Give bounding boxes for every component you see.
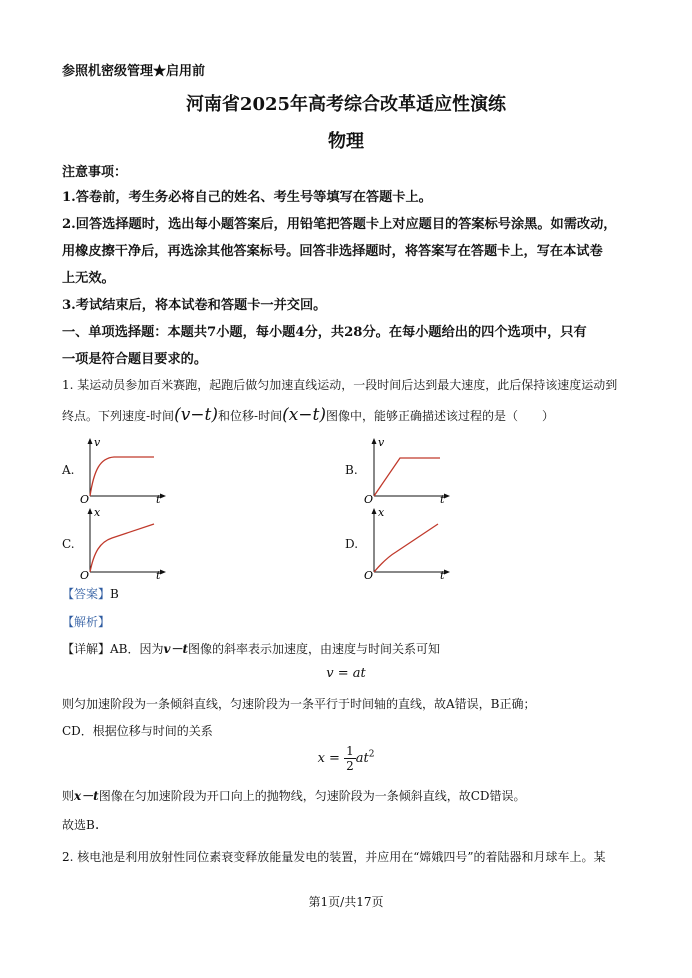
notes-heading: 注意事项：: [62, 165, 128, 180]
option-c-label: C.: [62, 537, 75, 551]
answer-tag: 【答案】: [62, 587, 111, 601]
detail-line: [62, 640, 440, 657]
axis-y-label: x: [378, 506, 385, 519]
detail-line: [62, 787, 526, 804]
analysis-tag: 【解析】: [62, 615, 111, 629]
origin-label: O: [364, 493, 374, 504]
vt-symbol: (v−t): [174, 405, 219, 425]
origin-label: O: [364, 569, 374, 580]
stem-text: 和位移-时间: [218, 409, 283, 423]
detail-text: 图像在匀加速阶段为开口向上的抛物线，匀速阶段为一条倾斜直线，故CD错误。: [98, 789, 526, 803]
note-line: 3.考试结束后，将本试卷和答题卡一并交回。: [62, 298, 327, 313]
eq-lhs: x =: [317, 751, 340, 766]
question-2-stem: 2. 核电池是利用放射性同位素衰变释放能量发电的装置，并应用在“嫦娥四号”的着陆器和月球车上。某: [62, 850, 606, 864]
origin-label: O: [80, 569, 90, 580]
stem-text: 终点。下列速度-时间: [62, 409, 175, 423]
option-a-graph: [78, 436, 168, 504]
equation-x: [0, 744, 692, 773]
equation-v-at: v = at: [326, 666, 366, 681]
choose-text: 故选B: [62, 818, 95, 832]
option-b-label: B.: [345, 463, 358, 477]
option-c-graph: [78, 506, 168, 580]
subject-title: 物理: [328, 131, 364, 152]
answer-line: [62, 585, 119, 602]
confidential-header: 参照机密级管理★启用前: [62, 64, 206, 79]
option-b-graph: [362, 436, 452, 504]
eq-exponent: 2: [368, 749, 375, 760]
choose-line: [62, 816, 99, 833]
eq-rhs: at: [355, 751, 369, 766]
axis-y-label: v: [94, 436, 101, 449]
xt-symbol: (x−t): [282, 405, 327, 425]
axis-y-label: v: [378, 436, 385, 449]
option-d-label: D.: [345, 537, 359, 551]
note-line: 2.回答选择题时，选出每小题答案后，用铅笔把答题卡上对应题目的答案标号涂黑。如需改动，: [62, 217, 617, 232]
eq-denominator: 2: [346, 759, 354, 773]
page-footer: 第1页/共17页: [308, 895, 384, 909]
note-line: 上无效。: [62, 271, 115, 286]
question-1-stem-cont: [62, 405, 554, 425]
note-line: 用橡皮擦干净后，再选涂其他答案标号。回答非选择题时，将答案写在答题卡上，写在本试卷: [62, 244, 603, 259]
section-heading-cont: 一项是符合题目要求的。: [62, 352, 208, 367]
vt-inline: v－t: [163, 642, 189, 656]
eq-numerator: 1: [346, 744, 354, 758]
detail-line: 则匀加速阶段为一条倾斜直线，匀速阶段为一条平行于时间轴的直线，故A错误，B正确；: [62, 697, 536, 711]
origin-label: O: [80, 493, 90, 504]
section-heading: 一、单项选择题：本题共7小题，每小题4分，共28分。在每小题给出的四个选项中，只有: [62, 325, 587, 340]
exam-title: 河南省2025年高考综合改革适应性演练: [185, 94, 507, 115]
stem-text: 图像中，能够正确描述该过程的是（ ）: [326, 409, 555, 423]
option-a-label: A.: [62, 463, 75, 477]
detail-text: 则: [62, 789, 75, 803]
axis-x-label: t: [156, 569, 161, 580]
detail-text: AB．因为: [110, 642, 164, 656]
axis-x-label: t: [440, 569, 445, 580]
choose-dot: .: [94, 817, 100, 833]
axis-y-label: x: [94, 506, 101, 519]
note-line: 1.答卷前，考生务必将自己的姓名、考生号等填写在答题卡上。: [62, 190, 432, 205]
detail-tag: 【详解】: [62, 642, 111, 656]
answer-value: B: [110, 587, 119, 601]
xt-inline: x－t: [74, 789, 99, 803]
axis-x-label: t: [440, 493, 445, 504]
axis-x-label: t: [156, 493, 161, 504]
detail-text: 图像的斜率表示加速度，由速度与时间关系可知: [188, 642, 441, 656]
eq-fraction: [344, 744, 356, 773]
analysis-line: [62, 613, 110, 630]
detail-line: CD．根据位移与时间的关系: [62, 724, 213, 738]
question-1-stem: 1. 某运动员参加百米赛跑，起跑后做匀加速直线运动，一段时间后达到最大速度，此后保持该速度运动到: [62, 378, 618, 392]
option-d-graph: [362, 506, 452, 580]
